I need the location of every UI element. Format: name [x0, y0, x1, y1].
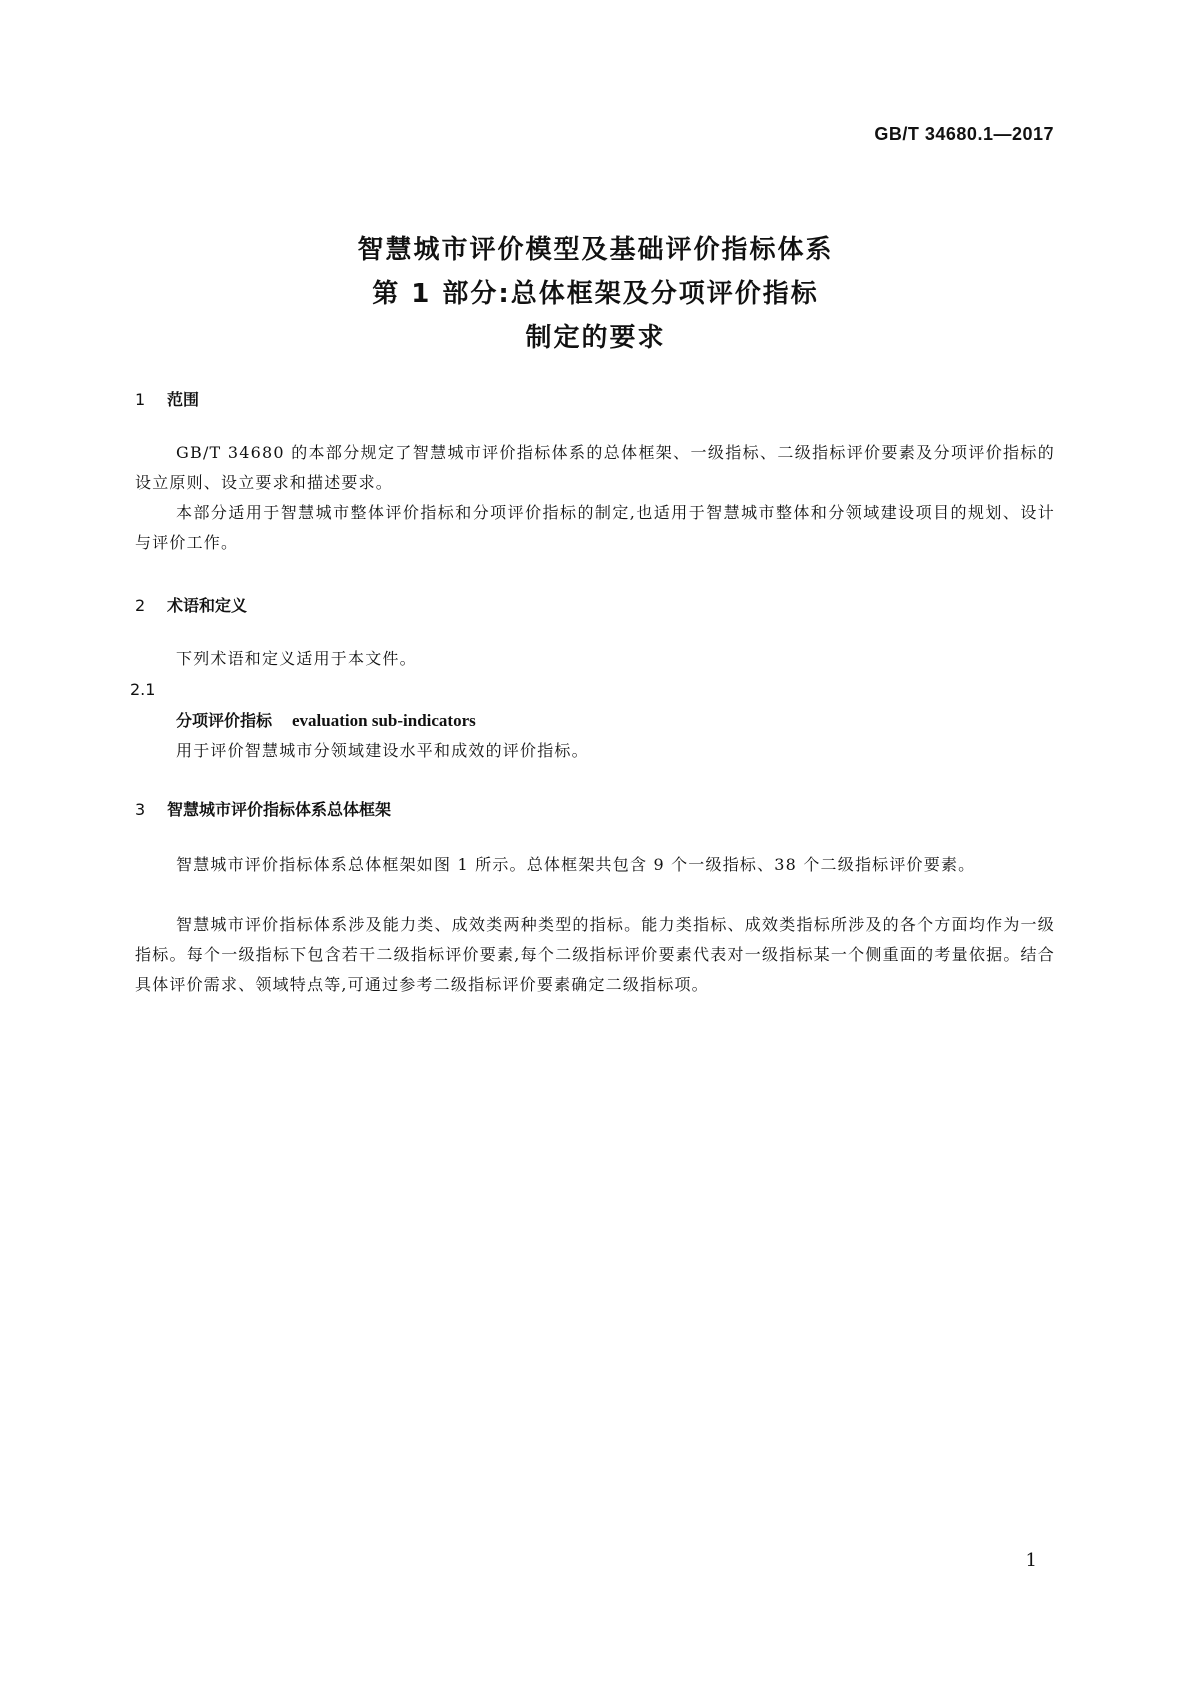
- section-3-heading: [135, 797, 391, 820]
- term-english: evaluation sub-indicators: [292, 711, 476, 730]
- section-3-title: 智慧城市评价指标体系总体框架: [167, 800, 392, 819]
- section-1-title: 范围: [167, 390, 200, 409]
- section-3-number: 3: [135, 800, 146, 819]
- section-3-paragraph-1: 智慧城市评价指标体系总体框架如图 1 所示。总体框架共包含 9 个一级指标、38 个二级指标评价要素。: [176, 855, 976, 874]
- title-line-3: 制定的要求: [525, 323, 666, 353]
- section-2-title: 术语和定义: [167, 596, 248, 615]
- section-1-paragraph-1: GB/T 34680 的本部分规定了智慧城市评价指标体系的总体框架、一级指标、二级指标评价要素及分项评价指标的设立原则、设立要求和描述要求。: [135, 443, 1055, 492]
- page-number: 1: [1025, 1550, 1037, 1571]
- section-1-paragraph-2: 本部分适用于智慧城市整体评价指标和分项评价指标的制定,也适用于智慧城市整体和分领域建设项目的规划、设计与评价工作。: [135, 503, 1055, 552]
- title-line-1: 智慧城市评价模型及基础评价指标体系: [357, 235, 834, 265]
- term-chinese: 分项评价指标: [176, 711, 273, 730]
- section-1-heading: [135, 387, 199, 410]
- section-1-number: 1: [135, 390, 146, 409]
- title-line-2: 第 1 部分:总体框架及分项评价指标: [372, 279, 819, 309]
- section-2-number: 2: [135, 596, 146, 615]
- document-title: [0, 228, 1191, 360]
- section-3-paragraph-2: 智慧城市评价指标体系涉及能力类、成效类两种类型的指标。能力类指标、成效类指标所涉及的各个方面均作为一级指标。每个一级指标下包含若干二级指标评价要素,每个二级指标评价要素代表对一级指标某一个侧重面的考量依据。结合具体评价需求、领域特点等,可通过参考二级指标评价要素确定二级指标项。: [135, 915, 1055, 994]
- section-2-intro: 下列术语和定义适用于本文件。: [176, 649, 417, 668]
- section-2-heading: [135, 593, 247, 616]
- term-number: 2.1: [130, 680, 156, 699]
- standard-number: GB/T 34680.1—2017: [874, 124, 1054, 144]
- term-definition: 用于评价智慧城市分领域建设水平和成效的评价指标。: [176, 741, 589, 760]
- term-entry: [176, 708, 476, 731]
